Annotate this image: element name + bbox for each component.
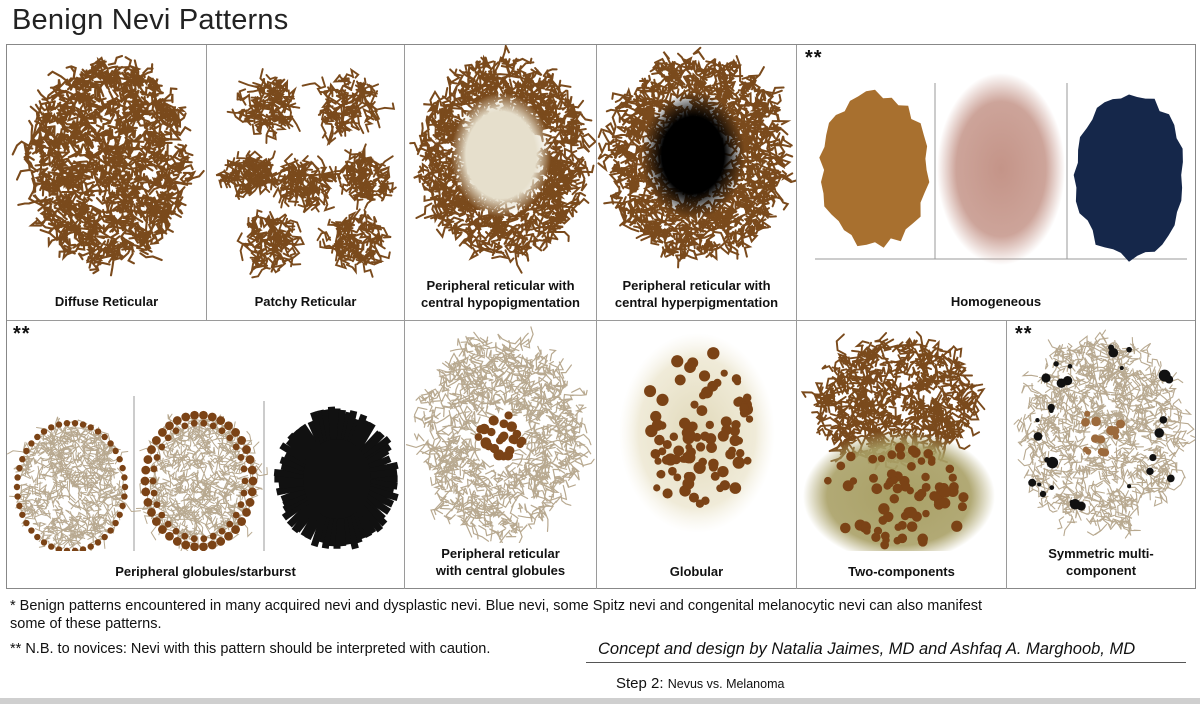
caption-line-1: Peripheral reticular with — [622, 278, 771, 293]
cell-peripheral-reticular-globules — [405, 321, 597, 589]
cell-peripheral-hypopigmentation — [405, 45, 597, 321]
caption-line-1: Peripheral reticular with — [426, 278, 575, 293]
two-components-illustration — [797, 321, 1007, 551]
cell-globular — [597, 321, 797, 589]
footnote-benign — [10, 597, 1190, 633]
patchy-reticular-illustration — [207, 45, 405, 285]
peripheral-globules-illustration — [7, 321, 405, 551]
diffuse-reticular-illustration — [7, 45, 207, 285]
caption-peripheral-hyperpigmentation — [597, 277, 796, 311]
cell-homogeneous — [797, 45, 1195, 321]
caption-line-2: component — [1065, 563, 1137, 578]
caption-symmetric-multicomponent — [1007, 545, 1195, 579]
cell-patchy-reticular — [207, 45, 405, 321]
hypopigmented-center — [451, 93, 551, 217]
caption-peripheral-hypopigmentation — [405, 277, 596, 311]
footnote-caution: ** N.B. to novices: Nevi with this pattern should be interpreted with caution. — [10, 641, 491, 657]
footnote-line-1: * Benign patterns encountered in many acquired nevi and dysplastic nevi. Blue nevi, some Spitz nevi and congenital melanocytic nevi can also manifest — [10, 598, 983, 614]
network-patch — [228, 69, 300, 143]
caption-peripheral-reticular-globules — [405, 545, 596, 579]
peripheral-reticular-globules-illustration — [405, 321, 597, 543]
caption-peripheral-globules: Peripheral globules/starburst — [115, 564, 296, 579]
cell-peripheral-globules — [7, 321, 405, 589]
central-globules — [475, 411, 527, 460]
cell-symmetric-multicomponent — [1007, 321, 1195, 589]
cell-two-components — [797, 321, 1007, 589]
light-network — [8, 417, 141, 551]
caption-globular: Globular — [669, 564, 724, 579]
homogeneous-tan-lesion — [819, 90, 929, 248]
step-title: Nevus vs. Melanoma — [667, 677, 785, 691]
network-patch — [216, 151, 285, 199]
caution-marker: ** — [13, 323, 31, 345]
caption-line-2: with central globules — [435, 563, 566, 578]
network-patch — [303, 70, 394, 144]
cell-diffuse-reticular — [7, 45, 207, 321]
credit-underline — [586, 662, 1186, 663]
step-number: Step 2: — [616, 675, 664, 692]
bottom-bar — [0, 698, 1200, 704]
diffuse-network — [13, 56, 204, 275]
peripheral-hypopigmentation-illustration — [405, 45, 597, 275]
credit-line: Concept and design by Natalia Jaimes, MD and Ashfaq A. Marghoob, MD — [598, 640, 1136, 658]
peripheral-hyperpigmentation-illustration — [597, 45, 797, 275]
caution-marker: ** — [805, 47, 823, 69]
cell-peripheral-hyperpigmentation — [597, 45, 797, 321]
caption-patchy-reticular: Patchy Reticular — [254, 294, 357, 309]
step-label — [616, 675, 784, 692]
caption-homogeneous: Homogeneous — [950, 294, 1042, 309]
network-patch — [335, 144, 396, 209]
network-patch — [269, 154, 340, 212]
network-patch — [318, 209, 392, 276]
network-patch — [238, 210, 304, 277]
caution-marker: ** — [1015, 323, 1033, 345]
caption-line-1: Peripheral reticular — [441, 546, 560, 561]
symmetric-multicomponent-illustration — [1007, 321, 1195, 543]
globular-illustration — [597, 321, 797, 551]
homogeneous-illustration — [797, 45, 1195, 275]
starburst-center — [303, 439, 371, 519]
page-title: Benign Nevi Patterns — [12, 4, 289, 36]
caption-line-2: central hyperpigmentation — [614, 295, 779, 310]
homogeneous-pink-lesion — [937, 73, 1065, 265]
caption-diffuse-reticular: Diffuse Reticular — [54, 294, 159, 309]
pattern-grid — [6, 44, 1196, 589]
caption-line-2: central hypopigmentation — [421, 295, 580, 310]
footnote-line-2: some of these patterns. — [10, 616, 162, 632]
caption-line-1: Symmetric multi- — [1048, 546, 1154, 561]
hyperpigmented-center — [641, 91, 745, 219]
homogeneous-blue-lesion — [1074, 95, 1183, 262]
caption-two-components: Two-components — [848, 564, 955, 579]
